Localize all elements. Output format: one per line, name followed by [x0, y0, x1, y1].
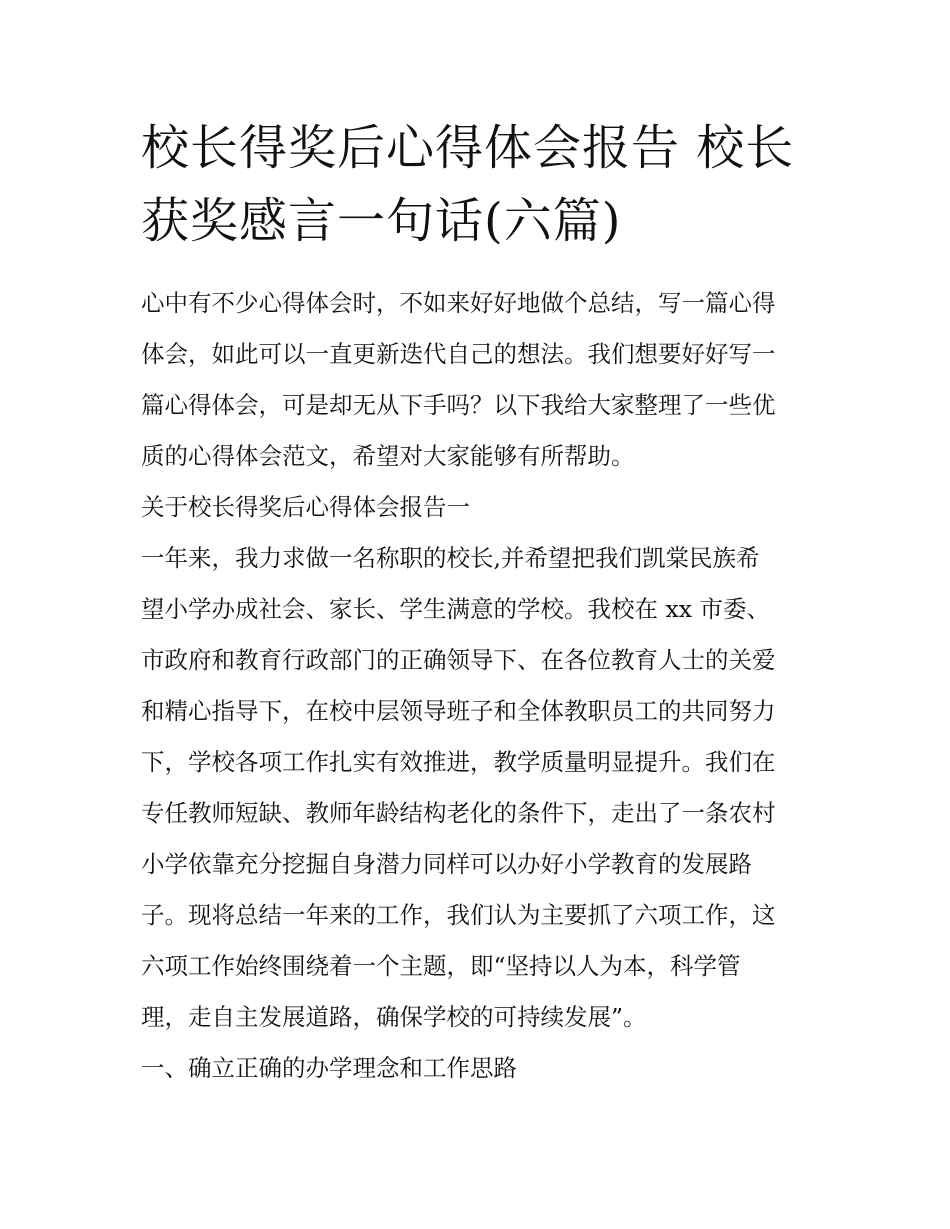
body-line: 市政府和教育行政部门的正确领导下、在各位教育人士的关爱 [141, 646, 776, 674]
body-paragraph [141, 533, 821, 1043]
document-page [141, 112, 821, 1094]
intro-line: 体会，如此可以一直更新迭代自己的想法。我们想要好好写一 [141, 340, 776, 368]
document-title [141, 112, 821, 258]
body-line: 下，学校各项工作扎实有效推进，教学质量明显提升。我们在 [141, 748, 776, 776]
body-line: 望小学办成社会、家长、学生满意的学校。我校在 xx 市委、 [141, 595, 770, 623]
subheading: 一、确立正确的办学理念和工作思路 [141, 1054, 517, 1082]
title-line-1: 校长得奖后心得体会报告 校长 [141, 120, 795, 176]
body-line: 一年来，我力求做一名称职的校长,并希望把我们凯棠民族希 [141, 544, 760, 572]
title-line-2: 获奖感言一句话(六篇) [141, 193, 622, 249]
body-line: 和精心指导下，在校中层领导班子和全体教职员工的共同努力 [141, 697, 776, 725]
body-line: 子。现将总结一年来的工作，我们认为主要抓了六项工作，这 [141, 901, 776, 929]
body-line: 六项工作始终围绕着一个主题，即“坚持以人为本，科学管 [141, 952, 741, 980]
body-line: 小学依靠充分挖掘自身潜力同样可以办好小学教育的发展路 [141, 850, 752, 878]
intro-line: 篇心得体会，可是却无从下手吗？以下我给大家整理了一些优 [141, 391, 776, 419]
intro-paragraph [141, 278, 821, 482]
intro-line: 质的心得体会范文，希望对大家能够有所帮助。 [141, 442, 635, 470]
intro-line: 心中有不少心得体会时，不如来好好地做个总结，写一篇心得 [141, 289, 776, 317]
body-line: 专任教师短缺、教师年龄结构老化的条件下，走出了一条农村 [141, 799, 776, 827]
body-line: 理，走自主发展道路，确保学校的可持续发展”。 [141, 1003, 647, 1031]
section-heading: 关于校长得奖后心得体会报告一 [141, 493, 470, 521]
